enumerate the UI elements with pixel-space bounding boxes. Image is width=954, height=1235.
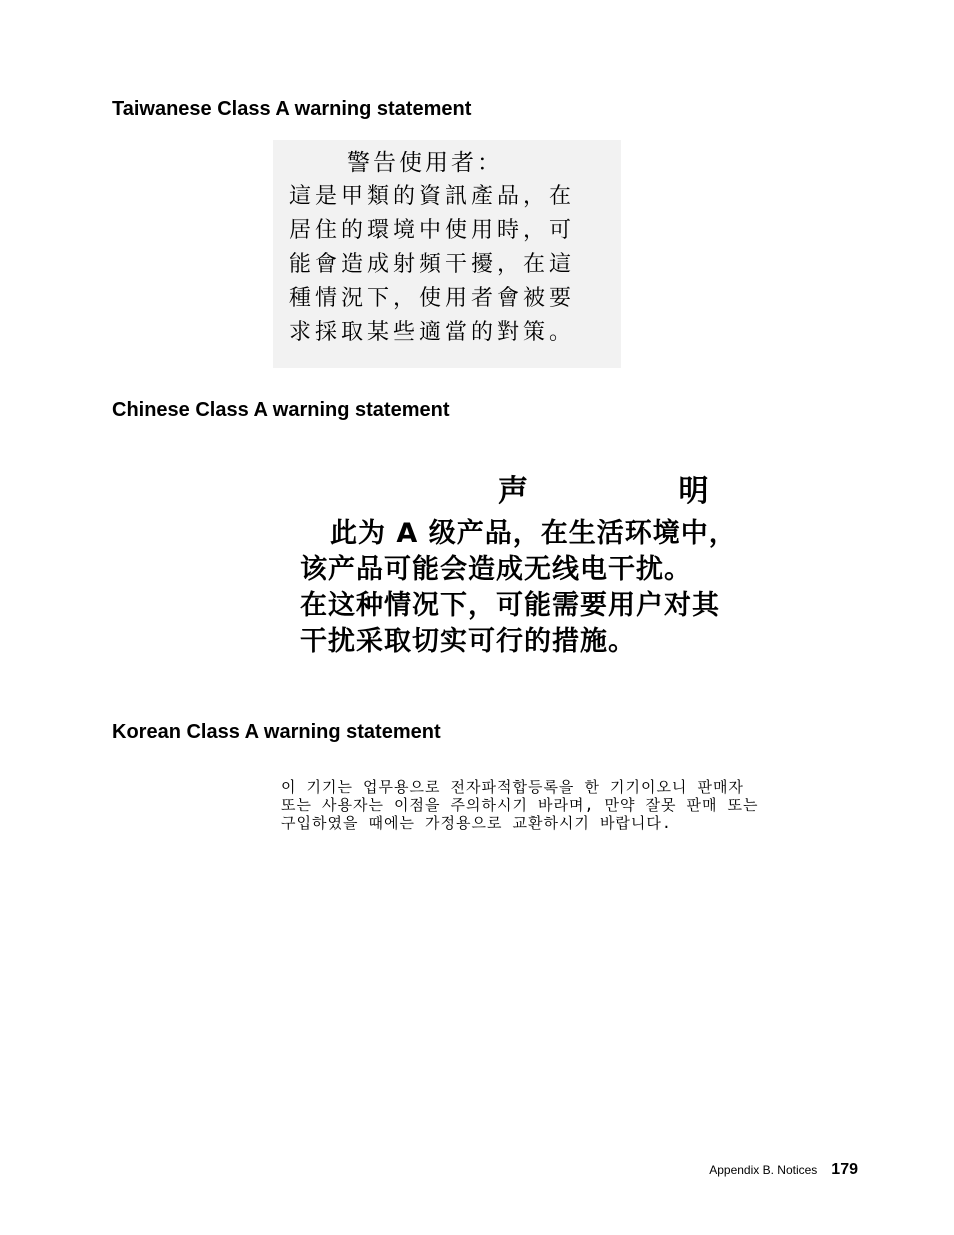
taiwanese-warning-line: 居住的環境中使用時，可 <box>289 218 576 243</box>
chinese-warning-line: 此为 A 级产品，在生活环境中， <box>330 518 737 549</box>
footer-section-label: Appendix B. Notices <box>709 1163 818 1177</box>
page-number: 179 <box>831 1161 858 1178</box>
page-footer <box>709 1160 858 1180</box>
chinese-warning-text <box>300 516 737 660</box>
korean-warning-line: 또는 사용자는 이점을 주의하시기 바라며, 만약 잘못 판매 또는 <box>281 796 759 814</box>
chinese-warning-line: 在这种情况下，可能需要用户对其 <box>300 590 720 621</box>
chinese-warning-heading: Chinese Class A warning statement <box>112 399 450 421</box>
korean-warning-statement-image <box>281 778 841 838</box>
taiwanese-warning-line: 能會造成射頻干擾，在這 <box>289 252 576 277</box>
chinese-warning-line: 干扰采取切实可行的措施。 <box>300 626 636 657</box>
chinese-warning-line: 该产品可能会造成无线电干扰。 <box>300 554 692 585</box>
korean-warning-line: 이 기기는 업무용으로 전자파적합등록을 한 기기이오니 판매자 <box>281 778 744 796</box>
taiwanese-warning-title: 警告使用者： <box>347 150 503 176</box>
chinese-warning-statement-image <box>296 462 816 672</box>
chinese-warning-title: 声 明 <box>498 474 759 509</box>
taiwanese-warning-line: 求採取某些適當的對策。 <box>289 320 576 345</box>
korean-warning-line: 구입하였을 때에는 가정용으로 교환하시기 바랍니다. <box>281 814 672 832</box>
taiwanese-warning-statement-image <box>273 140 621 368</box>
taiwanese-warning-line: 種情況下，使用者會被要 <box>289 286 576 311</box>
taiwanese-warning-text <box>289 180 575 350</box>
korean-warning-heading: Korean Class A warning statement <box>112 721 441 743</box>
taiwanese-warning-line: 這是甲類的資訊產品，在 <box>289 184 576 209</box>
taiwanese-warning-heading: Taiwanese Class A warning statement <box>112 98 472 120</box>
